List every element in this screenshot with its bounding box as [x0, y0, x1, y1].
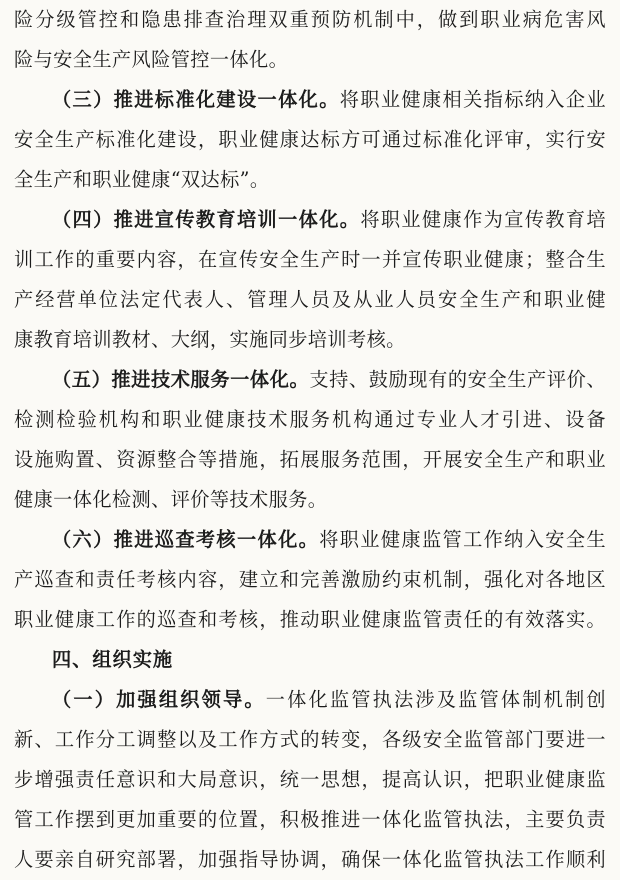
- section-line: [52, 680, 606, 720]
- section-title: （六）推进巡查考核一体化。: [52, 528, 320, 551]
- paragraph-line: 健康一体化检测、评价等技术服务。: [14, 488, 328, 511]
- section-text: 支持、鼓励现有的安全生产评价、: [309, 368, 606, 391]
- paragraph-line: 产经营单位法定代表人、管理人员及从业人员安全生产和职业健: [14, 288, 606, 311]
- section-title: （三）推进标准化建设一体化。: [52, 88, 340, 111]
- paragraph-line: 职业健康工作的巡查和考核，推动职业健康监管责任的有效落实。: [14, 608, 606, 631]
- paragraph-line: 新、工作分工调整以及工作方式的转变，各级安全监管部门要进一: [14, 728, 606, 751]
- paragraph-line: 险与安全生产风险管控一体化。: [14, 48, 289, 71]
- section-line: [52, 80, 606, 120]
- section-title: （一）加强组织领导。: [52, 688, 266, 711]
- paragraph-line: 安全生产标准化建设，职业健康达标方可通过标准化评审，实行安: [14, 128, 606, 151]
- section-line: [52, 200, 606, 240]
- chapter-heading: 四、组织实施: [52, 648, 174, 671]
- paragraph-line: 人要亲自研究部署，加强指导协调，确保一体化监管执法工作顺利: [14, 848, 606, 871]
- paragraph-line: 康教育培训教材、大纲，实施同步培训考核。: [14, 328, 406, 351]
- paragraph-line: 全生产和职业健康“双达标”。: [14, 168, 270, 191]
- paragraph-line: 检测检验机构和职业健康技术服务机构通过专业人才引进、设备: [14, 408, 606, 431]
- section-line: [52, 520, 606, 560]
- section-text: 将职业健康作为宣传教育培: [360, 208, 606, 231]
- paragraph-line: 管工作摆到更加重要的位置，积极推进一体化监管执法，主要负责: [14, 808, 606, 831]
- section-text: 将职业健康相关指标纳入企业: [339, 88, 606, 111]
- section-title: （四）推进宣传教育培训一体化。: [52, 208, 361, 231]
- paragraph-line: 步增强责任意识和大局意识，统一思想，提高认识，把职业健康监: [14, 768, 606, 791]
- section-line: [52, 360, 606, 400]
- section-text: 将职业健康监管工作纳入安全生: [319, 528, 606, 551]
- paragraph-line: 设施购置、资源整合等措施，拓展服务范围，开展安全生产和职业: [14, 448, 606, 471]
- paragraph-line: 险分级管控和隐患排查治理双重预防机制中，做到职业病危害风: [14, 8, 606, 31]
- section-text: 一体化监管执法涉及监管体制机制创: [265, 688, 606, 711]
- section-title: （五）推进技术服务一体化。: [52, 368, 310, 391]
- paragraph-line: 训工作的重要内容，在宣传安全生产时一并宣传职业健康；整合生: [14, 248, 606, 271]
- paragraph-line: 产巡查和责任考核内容，建立和完善激励约束机制，强化对各地区: [14, 568, 606, 591]
